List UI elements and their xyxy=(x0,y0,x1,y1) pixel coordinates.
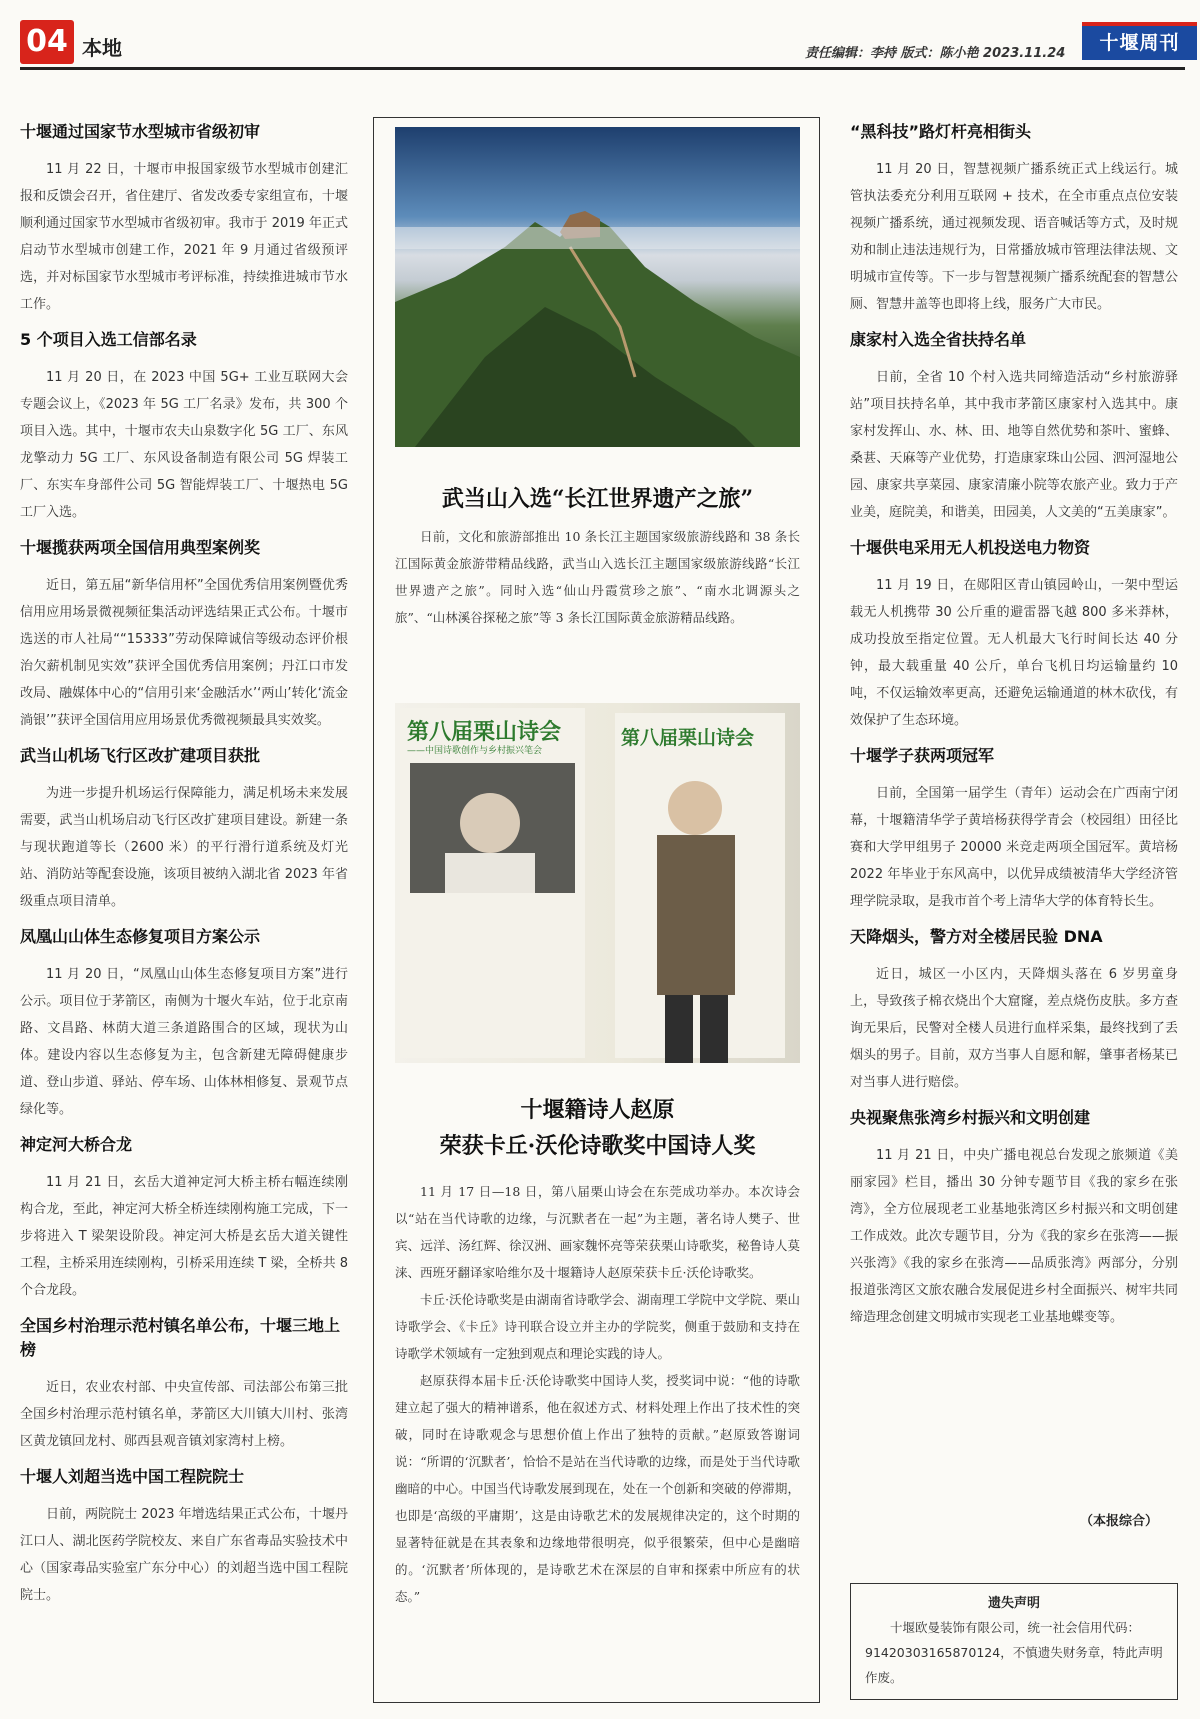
article xyxy=(850,1106,1178,1331)
article-title: 全国乡村治理示范村镇名单公布，十堰三地上榜 xyxy=(20,1316,341,1359)
article-title: 5 个项目入选工信部名录 xyxy=(20,330,197,349)
article xyxy=(20,925,348,1123)
banner-text-right: 第八届栗山诗会 xyxy=(621,727,755,749)
story2-title-line2: 荣获卡丘·沃伦诗歌奖中国诗人奖 xyxy=(439,1133,756,1159)
article-title: 康家村入选全省扶持名单 xyxy=(850,330,1027,349)
article xyxy=(20,1314,348,1455)
article-body: 11 月 22 日，十堰市申报国家级节水型城市创建汇报和反馈会召开，省住建厅、省发改委专家组宣布，十堰顺利通过国家节水型城市省级初审。我市于 2019 年正式启动节水型城市创建工作，2021 年 9 月通过省级预评选，并对标国家节水型城市考评标准，持续推进城市节水工作。 xyxy=(20,162,348,312)
article-body: 11 月 20 日，“凤凰山山体生态修复项目方案”进行公示。项目位于茅箭区，南侧为十堰火车站，位于北京南路、文昌路、林荫大道三条道路围合的区域，现状为山体。建设内容以生态修复为主，包含新建无障碍健康步道、登山步道、驿站、停车场、山体林相修复、景观节点绿化等。 xyxy=(20,967,348,1117)
notice-title: 遗失声明 xyxy=(987,1596,1040,1611)
article-title: 十堰供电采用无人机投送电力物资 xyxy=(850,538,1091,557)
article-body: 近日，第五届“新华信用杯”全国优秀信用案例暨优秀信用应用场景微视频征集活动评选结果正式公布。十堰市选送的市人社局““15333”劳动保障诚信等级动态评价根治欠薪机制见实效”获评全国优秀信用案例；丹江口市发改局、融媒体中心的“信用引来‘金融活水’‘两山’转化‘流金淌银’”获评全国信用应用场景优秀微视频最具实效奖。 xyxy=(20,578,348,728)
left-column xyxy=(20,120,348,1619)
article-body: 日前，两院院士 2023 年增选结果正式公布，十堰丹江口人、湖北医药学院校友、来自广东省毒品实验技术中心（国家毒品实验室广东分中心）的刘超当选中国工程院院士。 xyxy=(20,1507,348,1603)
story2-paragraph: 赵原获得本届卡丘·沃伦诗歌奖中国诗人奖，授奖词中说：“他的诗歌建立起了强大的精神谱系，他在叙述方式、材料处理上作出了技术性的突破，同时在诗歌观念与思想价值上作出了独特的贡献。”赵原致答谢词说：“所谓的‘沉默者’，恰恰不是站在当代诗歌的边缘，而是处于当代诗歌幽暗的中心。中国当代诗歌发展到现在，处在一个创新和突破的停滞期，也即是‘高级的平庸期’，这是由诗歌艺术的发展规律决定的，这个时期的显著特征就是在其表象和边缘地带很明亮，似乎很繁荣，但中心是幽暗的。‘沉默者’所体现的，是诗歌艺术在深层的自审和探索中所应有的状态。” xyxy=(395,1373,800,1604)
right-column xyxy=(850,120,1178,1341)
article-body: 日前，全国第一届学生（青年）运动会在广西南宁闭幕，十堰籍清华学子黄培杨获得学青会（校园组）田径比赛和大学甲组男子 20000 米竞走两项全国冠军。黄培杨 2022 年毕业于东风高中，以优异成绩被清华大学经济管理学院录取，是我市首个考上清华大学的体育特长生。 xyxy=(850,786,1178,909)
story1-title: 武当山入选“长江世界遗产之旅” xyxy=(441,486,754,512)
article xyxy=(850,328,1178,526)
source-note: （本报综合） xyxy=(1080,1514,1159,1529)
story2-paragraph: 卡丘·沃伦诗歌奖是由湖南省诗歌学会、湖南理工学院中文学院、栗山诗歌学会、《卡丘》诗刊联合设立并主办的学院奖，侧重于鼓励和支持在诗歌学术领域有一定独到观点和理论实践的诗人。 xyxy=(395,1292,800,1361)
article-body: 11 月 21 日，玄岳大道神定河大桥主桥右幅连续刚构合龙，至此，神定河大桥全桥连续刚构施工完成，下一步将进入 T 梁架设阶段。神定河大桥是玄岳大道关键性工程，主桥采用连续刚构，引桥采用连续 T 梁，全桥共 8 个合龙段。 xyxy=(20,1175,348,1298)
article xyxy=(850,925,1178,1096)
story2-paragraph: 11 月 17 日—18 日，第八届栗山诗会在东莞成功举办。本次诗会以“站在当代诗歌的边缘，与沉默者在一起”为主题，著名诗人樊子、世宾、远洋、汤红辉、徐汉洲、画家魏怀亮等荣获栗山诗歌奖，秘鲁诗人莫涞、西班牙翻译家哈维尔及十堰籍诗人赵原荣获卡丘·沃伦诗歌奖。 xyxy=(395,1184,800,1280)
article xyxy=(20,744,348,915)
article-title: 十堰揽获两项全国信用典型案例奖 xyxy=(20,538,261,557)
story2-body xyxy=(395,1178,800,1610)
article-body: 近日，农业农村部、中央宣传部、司法部公布第三批全国乡村治理示范村镇名单，茅箭区大川镇大川村、张湾区黄龙镇回龙村、郧西县观音镇刘家湾村上榜。 xyxy=(20,1380,348,1449)
poetry-award-photo xyxy=(395,703,800,1063)
page-number: 04 xyxy=(20,20,74,64)
article-title: 央视聚焦张湾乡村振兴和文明创建 xyxy=(850,1108,1091,1127)
article-title: 十堰学子获两项冠军 xyxy=(850,746,995,765)
story1-paragraph: 日前，文化和旅游部推出 10 条长江主题国家级旅游线路和 38 条长江国际黄金旅游带精品线路，武当山入选长江主题国家级旅游线路“长江世界遗产之旅”。同时入选“仙山丹霞赏珍之旅”、“南水北调源头之旅”、“山林溪谷探秘之旅”等 3 条长江国际黄金旅游精品线路。 xyxy=(395,529,800,625)
article xyxy=(850,120,1178,318)
masthead-logo: 十堰周刊 xyxy=(1082,22,1197,60)
article-body: 11 月 19 日，在郧阳区青山镇园岭山，一架中型运载无人机携带 30 公斤重的避雷器飞越 800 多米莽林，成功投放至指定位置。无人机最大飞行时间长达 40 分钟，最大载重量 40 公斤，单台飞机日均运输量约 10 吨，不仅运输效率更高，还避免运输通道的林木砍伐，有效保护了生态环境。 xyxy=(850,578,1178,728)
article xyxy=(20,1465,348,1609)
lost-notice-box xyxy=(850,1583,1178,1700)
wudang-mountain-photo xyxy=(395,127,800,447)
article-title: 武当山机场飞行区改扩建项目获批 xyxy=(20,746,261,765)
article xyxy=(20,328,348,526)
article-title: 天降烟头，警方对全楼居民验 DNA xyxy=(850,927,1103,946)
article-title: 十堰通过国家节水型城市省级初审 xyxy=(20,122,261,141)
article xyxy=(20,120,348,318)
editor-line: 责任编辑：李持 版式：陈小艳 2023.11.24 xyxy=(805,46,1066,61)
article xyxy=(850,536,1178,734)
banner-sub-left: ——中国诗歌创作与乡村振兴笔会 xyxy=(407,746,543,756)
article-body: 11 月 21 日，中央广播电视总台发现之旅频道《美丽家园》栏目，播出 30 分钟专题节目《我的家乡在张湾》，全方位展现老工业基地张湾区乡村振兴和文明创建工作成效。此次专题节目，分为《我的家乡在张湾——振兴张湾》《我的家乡在张湾——品质张湾》两部分，分别报道张湾区文旅农融合发展促进乡村全面振兴、树牢共同缔造理念创建文明城市实现老工业基地蝶变等。 xyxy=(850,1148,1178,1325)
article-title: 十堰人刘超当选中国工程院院士 xyxy=(20,1467,245,1486)
article xyxy=(20,536,348,734)
article-body: 11 月 20 日，智慧视频广播系统正式上线运行。城管执法委充分利用互联网 + 技术，在全市重点点位安装视频广播系统，通过视频发现、语音喊话等方式，及时规劝和制止违法违规行为，日常播放城市管理法律法规、文明城市宣传等。下一步与智慧视频广播系统配套的智慧公厕、智慧井盖等也即将上线，服务广大市民。 xyxy=(850,162,1178,312)
article-body: 近日，城区一小区内，天降烟头落在 6 岁男童身上，导致孩子棉衣烧出个大窟窿，差点烧伤皮肤。多方查询无果后，民警对全楼人员进行血样采集，最终找到了丢烟头的男子。目前，双方当事人自愿和解，肇事者杨某已对当事人进行赔偿。 xyxy=(850,967,1178,1090)
article-body: 11 月 20 日，在 2023 中国 5G+ 工业互联网大会专题会议上，《2023 年 5G 工厂名录》发布，共 300 个项目入选。其中，十堰市农夫山泉数字化 5G 工厂、东风龙擎动力 5G 工厂、东风设备制造有限公司 5G 焊装工厂、东实车身部件公司 5G 智能焊装工厂、十堰热电 5G 工厂入选。 xyxy=(20,370,348,520)
article-title: “黑科技”路灯杆亮相街头 xyxy=(850,122,1032,141)
article-body: 日前，全省 10 个村入选共同缔造活动“乡村旅游驿站”项目扶持名单，其中我市茅箭区康家村入选其中。康家村发挥山、水、林、田、地等自然优势和茶叶、蜜蜂、桑葚、天麻等产业优势，打造康家珠山公园、泗河湿地公园、康家共享菜园、康家清廉小院等农旅产业。致力于产业美，庭院美，和谐美，田园美，人文美的“五美康家”。 xyxy=(850,370,1178,520)
article xyxy=(850,744,1178,915)
section-name: 本地 xyxy=(82,36,122,60)
article-title: 神定河大桥合龙 xyxy=(20,1135,133,1154)
notice-body: 十堰欧曼装饰有限公司，统一社会信用代码：91420303165870124，不慎遗失财务章，特此声明作废。 xyxy=(865,1620,1163,1685)
page-header xyxy=(20,20,1185,70)
article-title: 凤凰山山体生态修复项目方案公示 xyxy=(20,927,261,946)
story1-body xyxy=(395,523,800,631)
article xyxy=(20,1133,348,1304)
story2-title xyxy=(395,1092,800,1164)
banner-text-left: 第八届栗山诗会 xyxy=(407,719,562,745)
article-body: 为进一步提升机场运行保障能力，满足机场未来发展需要，武当山机场启动飞行区改扩建项目建设。新建一条与现状跑道等长（2600 米）的平行滑行道系统及灯光站、消防站等配套设施，该项目被纳入湖北省 2023 年省级重点项目清单。 xyxy=(20,786,348,909)
story2-title-line1: 十堰籍诗人赵原 xyxy=(520,1097,675,1123)
